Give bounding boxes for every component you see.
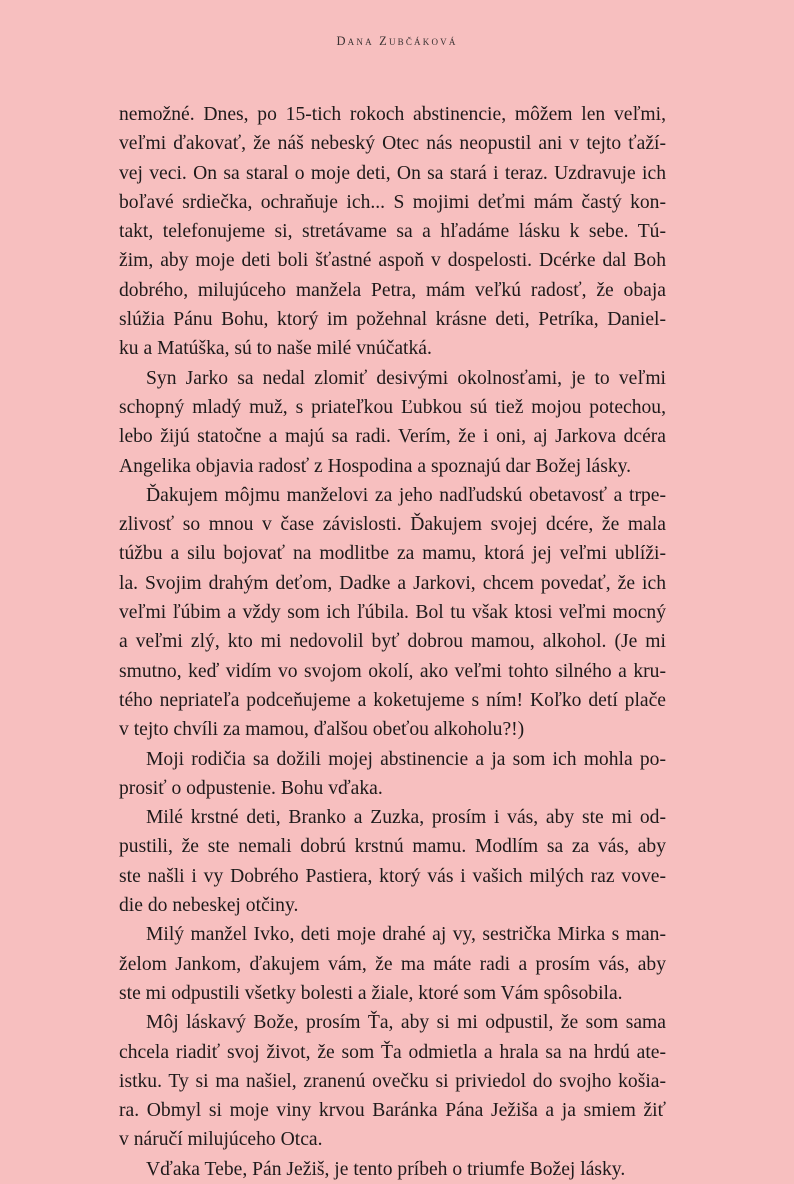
text-line: lebo žijú statočne a majú sa radi. Verím, že i oni, aj Jarkova dcéra — [119, 426, 666, 448]
text-line: pustili, že ste nemali dobrú krstnú mamu. Modlím sa za vás, aby — [119, 836, 666, 858]
text-line: veľmi ďakovať, že náš nebeský Otec nás neopustil ani v tejto ťaží- — [119, 133, 666, 155]
text-line: Angelika objavia radosť z Hospodina a spoznajú dar Božej lásky. — [119, 455, 632, 477]
text-line: ra. Obmyl si moje viny krvou Baránka Pána Ježiša a ja smiem žiť — [119, 1100, 666, 1122]
text-line: Vďaka Tebe, Pán Ježiš, je tento príbeh o triumfe Božej lásky. — [146, 1158, 626, 1180]
paragraph — [119, 481, 666, 745]
text-line: schopný mladý muž, s priateľkou Ľubkou sú tiež mojou potechou, — [119, 396, 666, 418]
text-line: zlivosť so mnou v čase závislosti. Ďakujem svojej dcére, že mala — [119, 514, 666, 536]
paragraph — [119, 745, 666, 804]
text-line: Milý manžel Ivko, deti moje drahé aj vy, sestrička Mirka s man- — [146, 924, 666, 946]
text-line: ku a Matúška, sú to naše milé vnúčatká. — [119, 338, 432, 360]
text-line: žim, aby moje deti boli šťastné aspoň v dospelosti. Dcérke dal Boh — [119, 250, 666, 272]
text-line: tého nepriateľa podceňujeme a koketujeme s ním! Koľko detí plače — [119, 689, 666, 711]
text-line: la. Svojim drahým deťom, Dadke a Jarkovi, chcem povedať, že ich — [119, 572, 666, 594]
text-line: ste mi odpustili všetky bolesti a žiale, ktoré som Vám spôsobila. — [119, 982, 623, 1004]
text-line: dobrého, milujúceho manžela Petra, mám veľkú radosť, že obaja — [119, 279, 666, 301]
text-line: v tejto chvíli za mamou, ďalšou obeťou alkoholu?!) — [119, 719, 525, 741]
text-line: boľavé srdiečka, ochraňuje ich... S mojimi deťmi mám častý kon- — [119, 191, 666, 213]
text-line: istku. Ty si ma našiel, zranenú ovečku si priviedol do svojho košia- — [119, 1070, 666, 1092]
text-line: Ďakujem môjmu manželovi za jeho nadľudskú obetavosť a trpe- — [146, 484, 666, 506]
text-line: chcela riadiť svoj život, že som Ťa odmietla a hrala sa na hrdú ate- — [119, 1041, 666, 1063]
text-line: veľmi ľúbim a vždy som ich ľúbila. Bol tu však ktosi veľmi mocný — [119, 602, 666, 624]
paragraph — [119, 1008, 666, 1154]
text-line: vej veci. On sa staral o moje deti, On sa stará i teraz. Uzdravuje ich — [119, 162, 666, 184]
text-line: Milé krstné deti, Branko a Zuzka, prosím i vás, aby ste mi od- — [146, 807, 666, 829]
body-text — [119, 100, 666, 1184]
text-line: Syn Jarko sa nedal zlomiť desivými okolnosťami, je to veľmi — [146, 367, 666, 389]
text-line: Moji rodičia sa dožili mojej abstinencie a ja som ich mohla po- — [146, 748, 666, 770]
text-line: Môj láskavý Bože, prosím Ťa, aby si mi odpustil, že som sama — [146, 1012, 666, 1034]
text-line: smutno, keď vidím vo svojom okolí, ako veľmi tohto silného a kru- — [119, 660, 666, 682]
paragraph — [119, 920, 666, 1008]
running-head: Dana Zubčáková — [336, 34, 458, 48]
paragraph — [119, 364, 666, 481]
text-line: nemožné. Dnes, po 15-tich rokoch abstinencie, môžem len veľmi, — [119, 104, 666, 125]
text-line: želom Jankom, ďakujem vám, že ma máte radi a prosím vás, aby — [119, 953, 666, 975]
text-line: a veľmi zlý, kto mi nedovolil byť dobrou mamou, alkohol. (Je mi — [119, 631, 666, 653]
paragraph — [119, 1155, 666, 1184]
paragraph — [119, 803, 666, 920]
text-line: die do nebeskej otčiny. — [119, 895, 299, 917]
text-line: ste našli i vy Dobrého Pastiera, ktorý vás i vašich milých raz vove- — [119, 865, 666, 887]
text-line: prosiť o odpustenie. Bohu vďaka. — [119, 777, 383, 799]
text-line: túžbu a silu bojovať na modlitbe za mamu, ktorá jej veľmi ublíži- — [119, 543, 666, 565]
text-line: slúžia Pánu Bohu, ktorý im požehnal krásne deti, Petríka, Daniel- — [119, 309, 666, 331]
text-line: takt, telefonujeme si, stretávame sa a hľadáme lásku k sebe. Tú- — [119, 221, 666, 243]
text-line: v náručí milujúceho Otca. — [119, 1129, 323, 1151]
paragraph — [119, 100, 666, 364]
